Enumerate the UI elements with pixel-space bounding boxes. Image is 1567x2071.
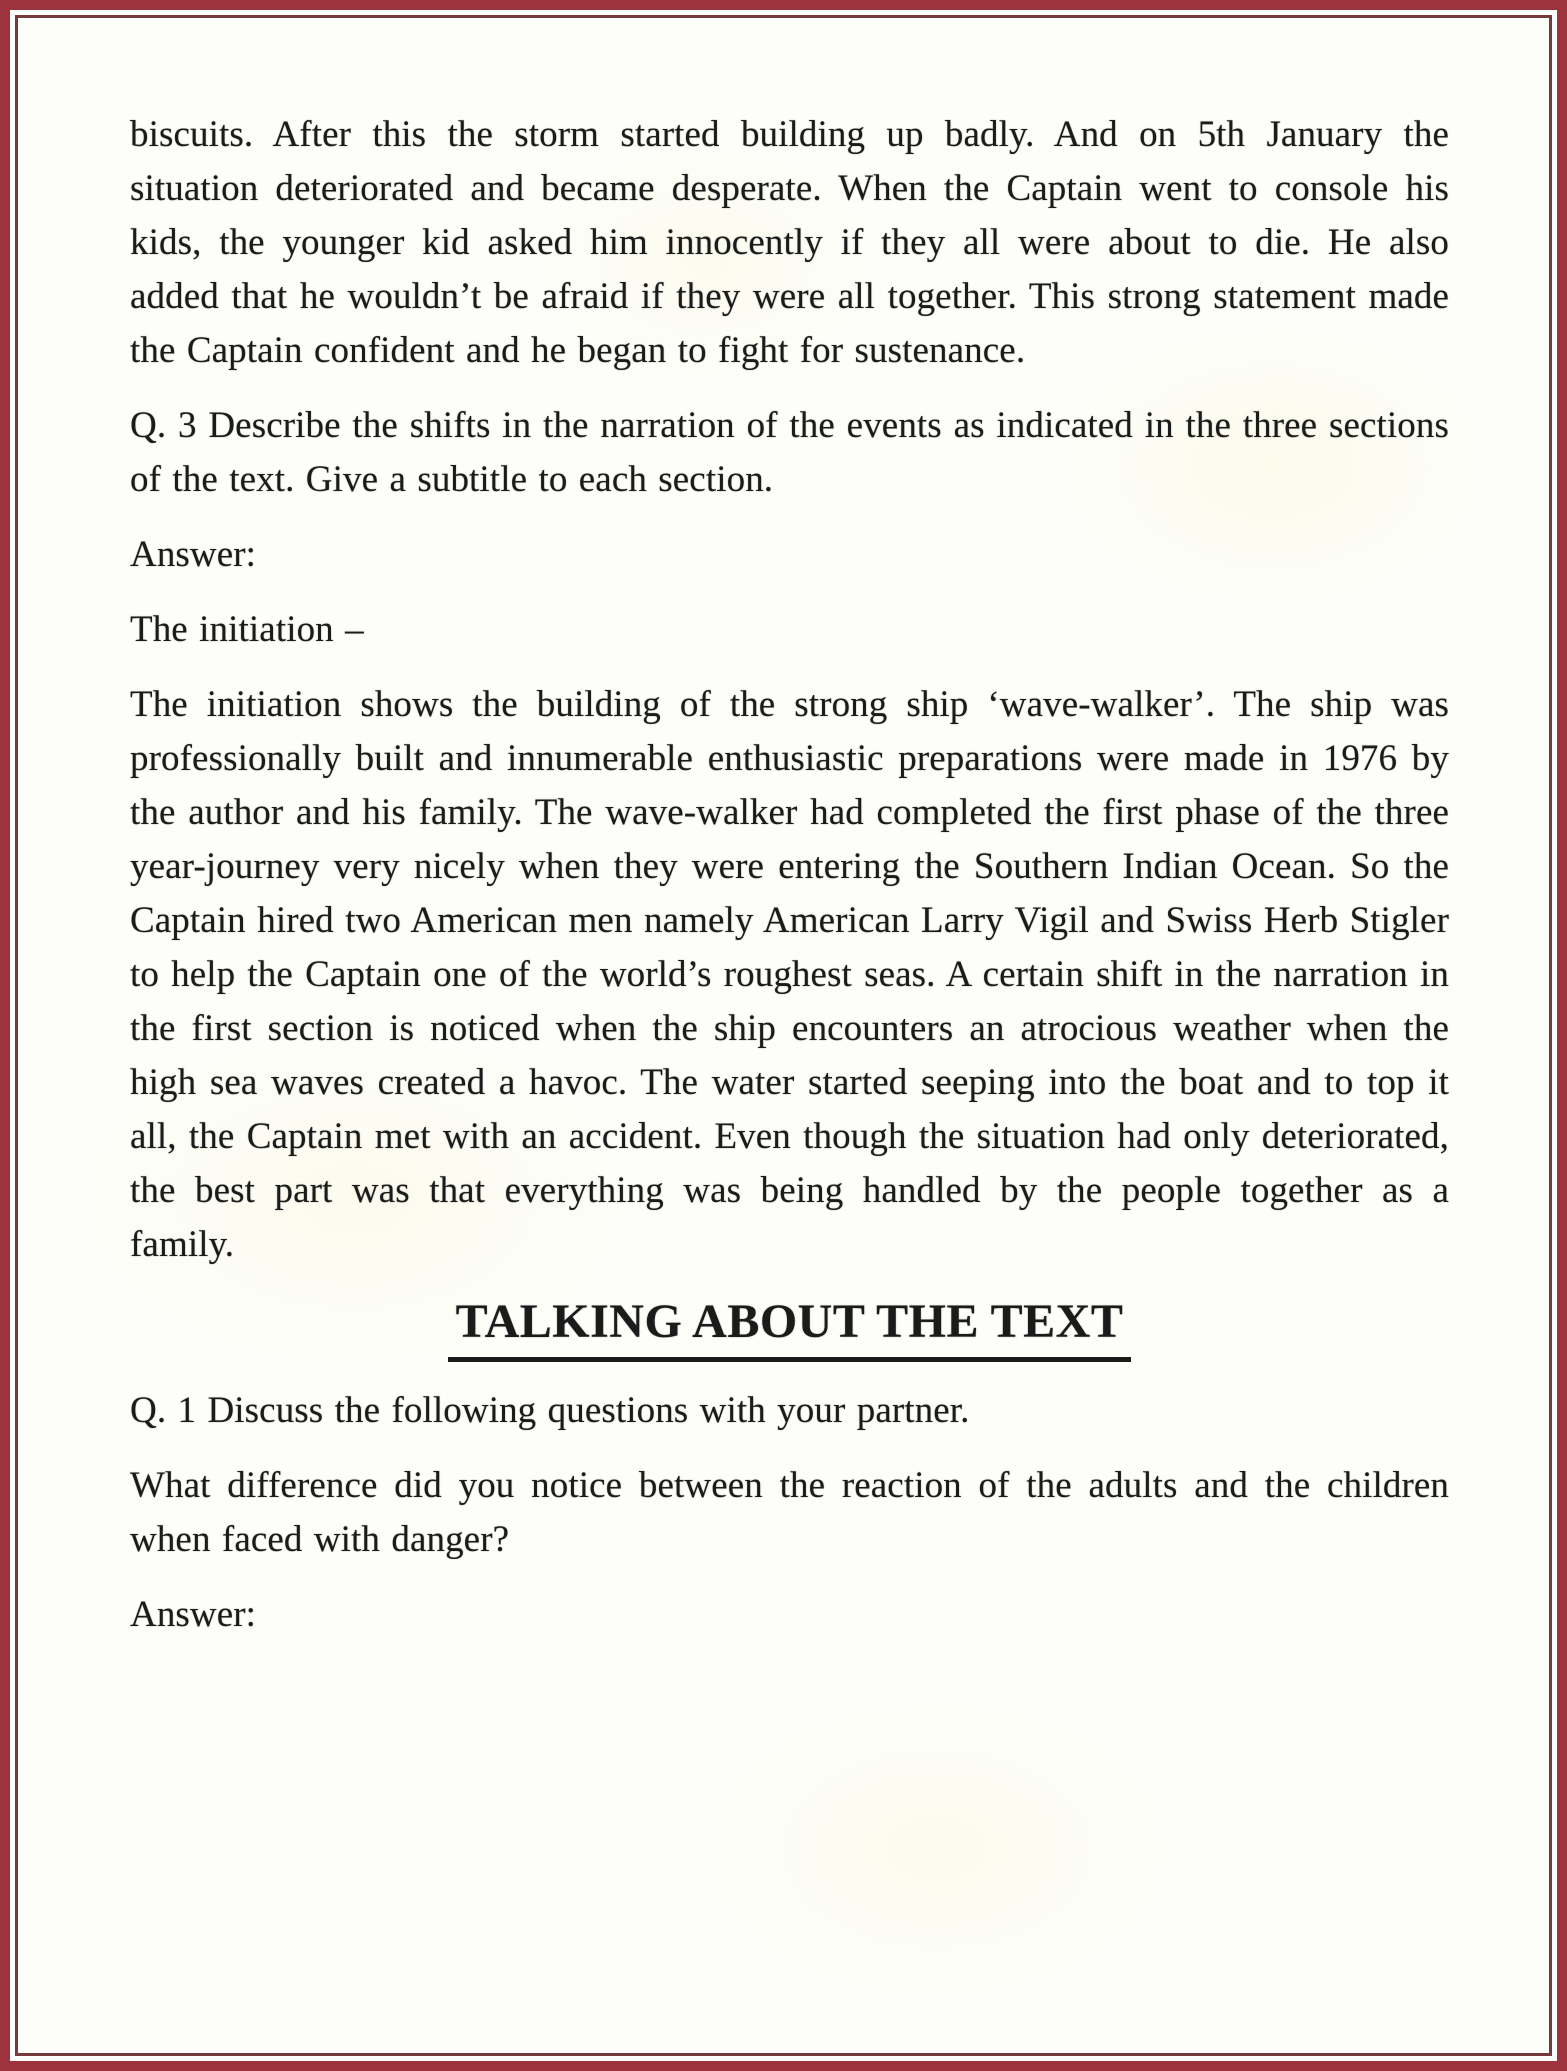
section-subtitle-initiation: The initiation – (130, 609, 364, 650)
answer-label-q3: Answer: (130, 534, 257, 575)
page-border-inner (15, 15, 1552, 2056)
question-q1: Q. 1 Discuss the following questions with your partner. (130, 1390, 970, 1431)
page-content (18, 18, 1549, 1642)
section-heading-talking-about-the-text (130, 1293, 1449, 1362)
answer-label-q1: Answer: (130, 1594, 257, 1635)
page-border-outer (10, 10, 1557, 2061)
paragraph-storm: biscuits. After this the storm started building up badly. And on 5th January the situation deteriorated and became desperate. When the Captain went to console his kids, the younger kid asked him innocently if they all were about to die. He also added that he wouldn’t be afraid if they were all together. This strong statement made the Captain confident and he began to fight for sustenance. (130, 114, 1449, 371)
question-q3: Q. 3 Describe the shifts in the narration of the events as indicated in the three sections of the text. Give a subtitle to each section. (130, 405, 1449, 500)
question-q1-detail: What difference did you notice between the reaction of the adults and the children when faced with danger? (130, 1465, 1449, 1560)
section-heading-text: TALKING ABOUT THE TEXT (448, 1293, 1132, 1362)
paragraph-initiation: The initiation shows the building of the strong ship ‘wave-walker’. The ship was professionally built and innumerable enthusiastic preparations were made in 1976 by the author and his family. The wave-walker had completed the first phase of the three year-journey very nicely when they were entering the Southern Indian Ocean. So the Captain hired two American men namely American Larry Vigil and Swiss Herb Stigler to help the Captain one of the world’s roughest seas. A certain shift in the narration in the first section is noticed when the ship encounters an atrocious weather when the high sea waves created a havoc. The water started seeping into the boat and to top it all, the Captain met with an accident. Even though the situation had only deteriorated, the best part was that everything was being handled by the people together as a family. (130, 684, 1449, 1265)
